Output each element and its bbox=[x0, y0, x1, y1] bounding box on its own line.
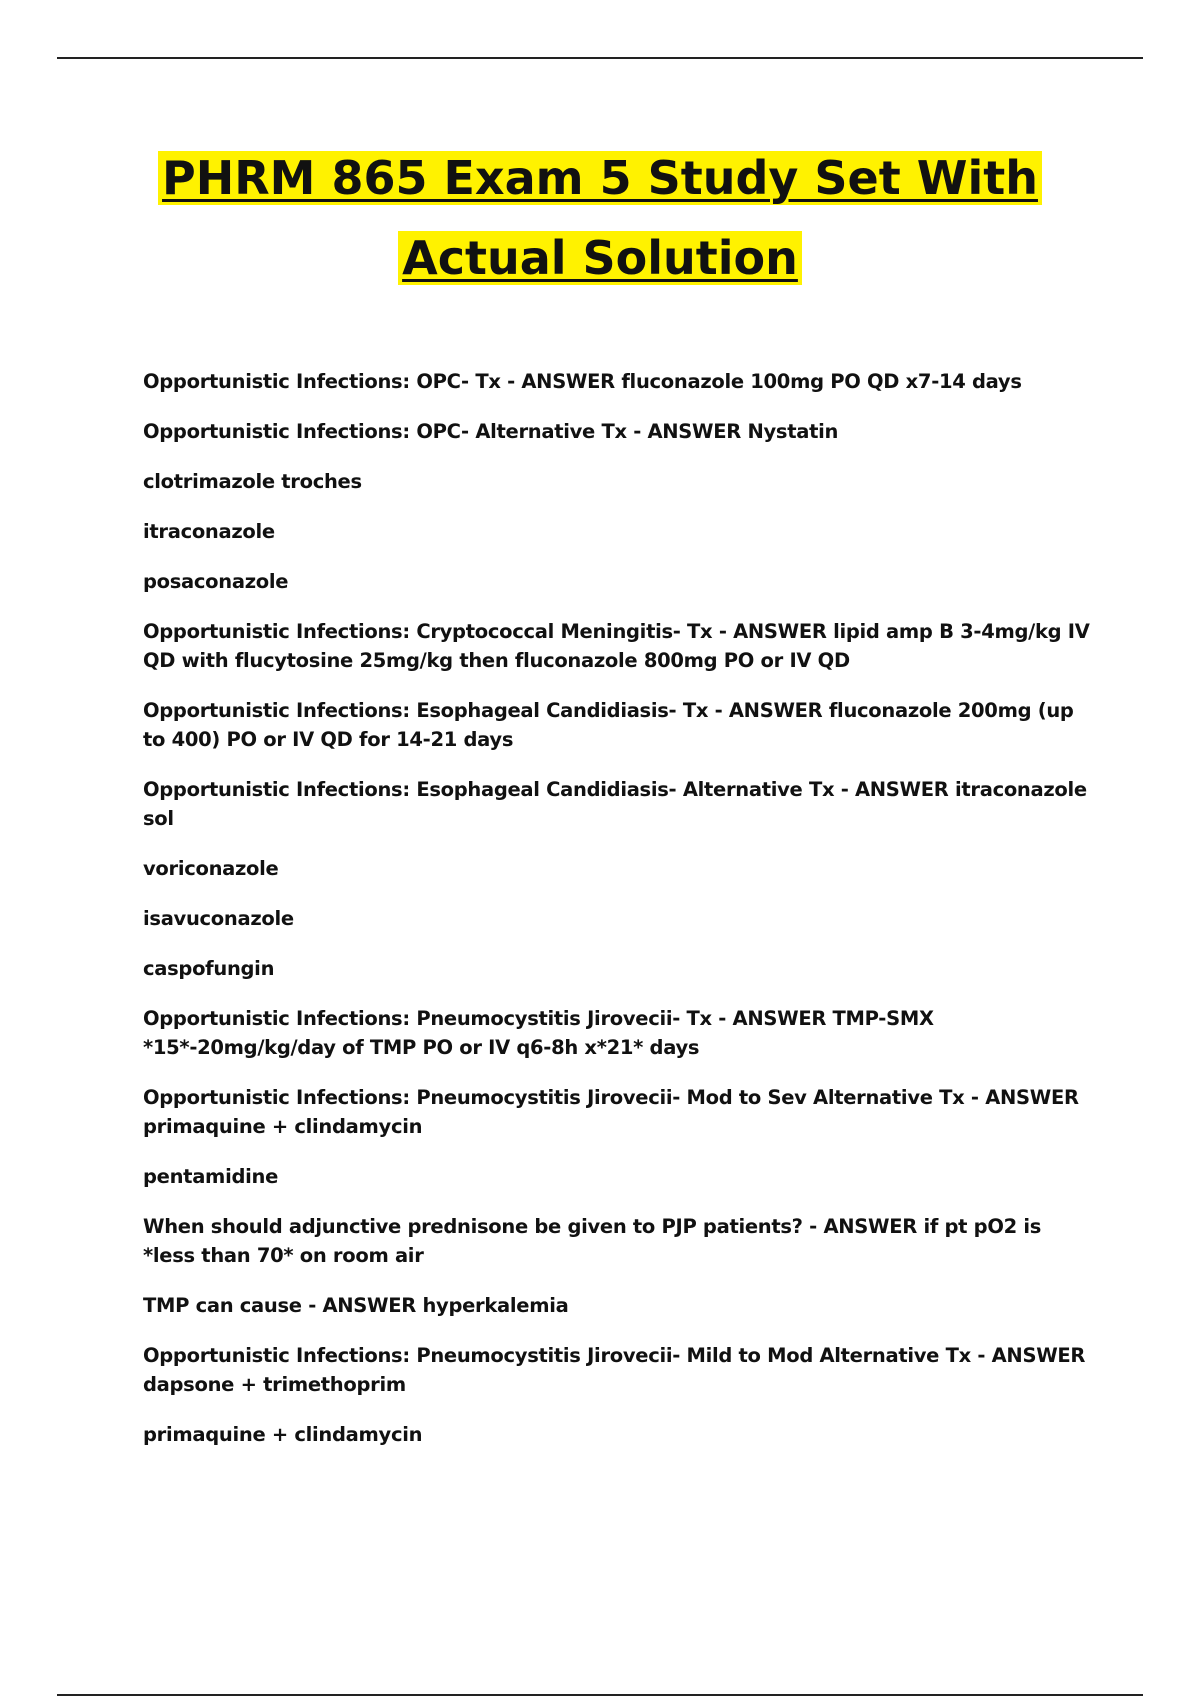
entry-pjp-tx: Opportunistic Infections: Pneumocystitis Jirovecii- Tx - ANSWER TMP-SMX *15*-20mg/kg/day of TMP PO or IV q6-8h x*21* days bbox=[143, 1007, 934, 1059]
entry-pjp-mild-mod-alt-tx: Opportunistic Infections: Pneumocystitis Jirovecii- Mild to Mod Alternative Tx - ANSWER dapsone + trimethoprim bbox=[143, 1344, 1086, 1396]
entry-opc-alt-tx: Opportunistic Infections: OPC- Alternative Tx - ANSWER Nystatin bbox=[143, 420, 839, 443]
entry-tmp-side-effect: TMP can cause - ANSWER hyperkalemia bbox=[143, 1294, 569, 1317]
title-line-1: PHRM 865 Exam 5 Study Set With bbox=[158, 151, 1042, 205]
title-line-2: Actual Solution bbox=[398, 231, 802, 285]
top-divider bbox=[57, 57, 1143, 59]
entry-voriconazole: voriconazole bbox=[143, 857, 279, 880]
entry-clotrimazole: clotrimazole troches bbox=[143, 470, 362, 493]
entry-opc-tx: Opportunistic Infections: OPC- Tx - ANSWER fluconazole 100mg PO QD x7-14 days bbox=[143, 370, 1022, 393]
entry-esophageal-alt-tx: Opportunistic Infections: Esophageal Candidiasis- Alternative Tx - ANSWER itraconazole sol bbox=[143, 778, 1087, 830]
entry-esophageal-tx: Opportunistic Infections: Esophageal Candidiasis- Tx - ANSWER fluconazole 200mg (up to 400) PO or IV QD for 14-21 days bbox=[143, 699, 1074, 751]
entry-primaquine-clindamycin: primaquine + clindamycin bbox=[143, 1423, 423, 1446]
entry-isavuconazole: isavuconazole bbox=[143, 907, 294, 930]
page-title bbox=[0, 138, 1200, 298]
entry-caspofungin: caspofungin bbox=[143, 957, 275, 980]
study-set-content bbox=[143, 367, 1093, 1470]
entry-itraconazole: itraconazole bbox=[143, 520, 275, 543]
entry-crypto-meningitis-tx: Opportunistic Infections: Cryptococcal Meningitis- Tx - ANSWER lipid amp B 3-4mg/kg IV QD with flucytosine 25mg/kg then fluconazole 800mg PO or IV QD bbox=[143, 620, 1090, 672]
entry-posaconazole: posaconazole bbox=[143, 570, 289, 593]
entry-pentamidine: pentamidine bbox=[143, 1165, 278, 1188]
entry-pjp-mod-sev-alt-tx: Opportunistic Infections: Pneumocystitis Jirovecii- Mod to Sev Alternative Tx - ANSWER primaquine + clindamycin bbox=[143, 1086, 1079, 1138]
entry-prednisone-question: When should adjunctive prednisone be given to PJP patients? - ANSWER if pt pO2 is *less than 70* on room air bbox=[143, 1215, 1042, 1267]
bottom-divider bbox=[57, 1694, 1143, 1696]
